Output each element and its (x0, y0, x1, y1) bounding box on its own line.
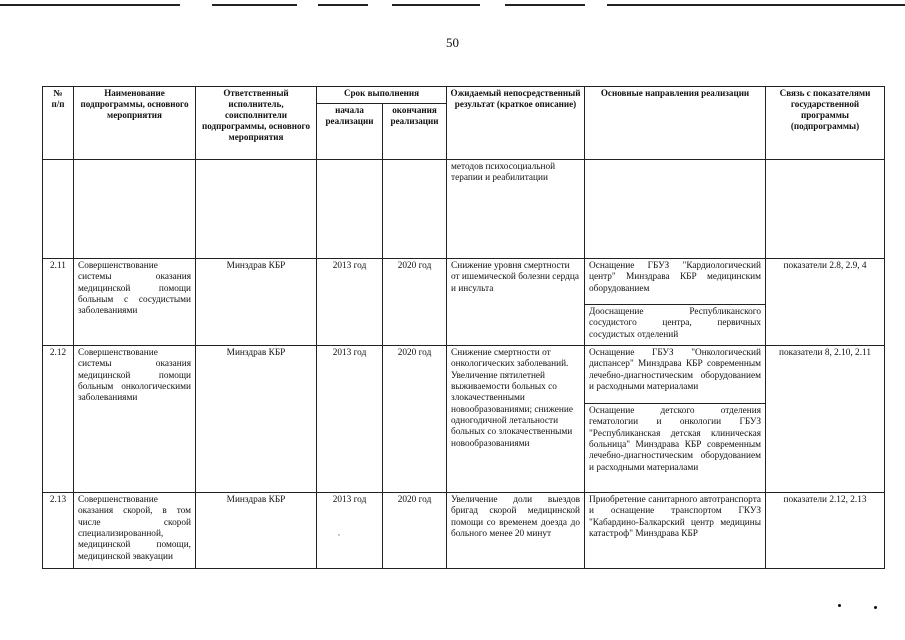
header-link: Связь с показателями государственной программы (подпрограммы) (766, 87, 885, 160)
page-number: 50 (446, 35, 459, 50)
header-directions: Основные направления реализации (585, 87, 766, 160)
row-link: показатели 2.12, 2.13 (766, 493, 885, 569)
header-num: № п/п (43, 87, 74, 160)
row-directions: Приобретение санитарного автотранспорта и оснащение транспортом ГКУЗ "Кабардино-Балкарский центр медицины катастроф" Минздрава КБР (585, 493, 766, 569)
direction-item: Оснащение ГБУЗ "Кардиологический центр" Минздрава КБР медицинским оборудованием (589, 261, 762, 294)
row-link: показатели 8, 2.10, 2.11 (766, 346, 885, 493)
row-result: Снижение смертности от онкологических заболеваний. Увеличение пятилетней выживаемости больных со злокачественными новообразованиями; снижение одногодичной летальности больных со злокачественными новообразованиями (447, 346, 585, 493)
header-end: окончания реализации (383, 104, 447, 160)
direction-item: Оснащение детского отделения гематологии и онкологии ГБУЗ "Республиканская детская клиническая больница" Минздрава КБР современным лечебно-диагностическим оборудованием и расходными материалами (585, 403, 765, 476)
scan-dot (874, 606, 877, 609)
row-start: 2013 год (317, 346, 383, 493)
header-start: начала реализации (317, 104, 383, 160)
top-rule (505, 4, 585, 6)
table-row (43, 493, 885, 569)
row-directions (585, 346, 766, 493)
row-name: Совершенствование оказания скорой, в том числе скорой специализированной, медицинской помощи, медицинской эвакуации (74, 493, 196, 569)
table-row (43, 346, 885, 493)
row-result: Снижение уровня смертности от ишемической болезни сердца и инсульта (447, 259, 585, 346)
scan-speck: , (338, 528, 340, 537)
table-row-carry-over (43, 160, 885, 259)
row-start: 2013 год (317, 259, 383, 346)
carry-over-result: методов психосоциальной терапии и реабилитации (447, 160, 585, 259)
top-rule (0, 4, 180, 6)
row-directions (585, 259, 766, 346)
row-responsible: Минздрав КБР (196, 259, 317, 346)
row-start: 2013 год (317, 493, 383, 569)
row-end: 2020 год (383, 346, 447, 493)
row-num: 2.11 (43, 259, 74, 346)
table-row (43, 259, 885, 346)
direction-item: Дооснащение Республиканского сосудистого центра, первичных сосудистых отделений (585, 304, 765, 343)
direction-item: Оснащение ГБУЗ "Онкологический диспансер" Минздрава КБР современным лечебно-диагностическим оборудованием и расходными материалами (589, 348, 762, 392)
top-rule (318, 4, 368, 6)
row-num: 2.13 (43, 493, 74, 569)
row-responsible: Минздрав КБР (196, 346, 317, 493)
row-link: показатели 2.8, 2.9, 4 (766, 259, 885, 346)
row-num: 2.12 (43, 346, 74, 493)
measures-table (42, 86, 885, 569)
top-rule (607, 4, 905, 6)
row-name: Совершенствование системы оказания медицинской помощи больным онкологическими заболеваниями (74, 346, 196, 493)
header-name: Наименование подпрограммы, основного мероприятия (74, 87, 196, 160)
row-responsible: Минздрав КБР (196, 493, 317, 569)
header-responsible: Ответственный исполнитель, соисполнители подпрограммы, основного мероприятия (196, 87, 317, 160)
row-result: Увеличение доли выездов бригад скорой медицинской помощи со временем доезда до больного менее 20 минут (447, 493, 585, 569)
header-term: Срок выполнения (317, 87, 447, 104)
row-end: 2020 год (383, 493, 447, 569)
header-row (43, 87, 885, 104)
top-rule (212, 4, 297, 6)
row-end: 2020 год (383, 259, 447, 346)
row-name: Совершенствование системы оказания медицинской помощи больным с сосудистыми заболеваниями (74, 259, 196, 346)
scan-dot (838, 604, 841, 607)
top-rule (392, 4, 480, 6)
header-result: Ожидаемый непосредственный результат (краткое описание) (447, 87, 585, 160)
